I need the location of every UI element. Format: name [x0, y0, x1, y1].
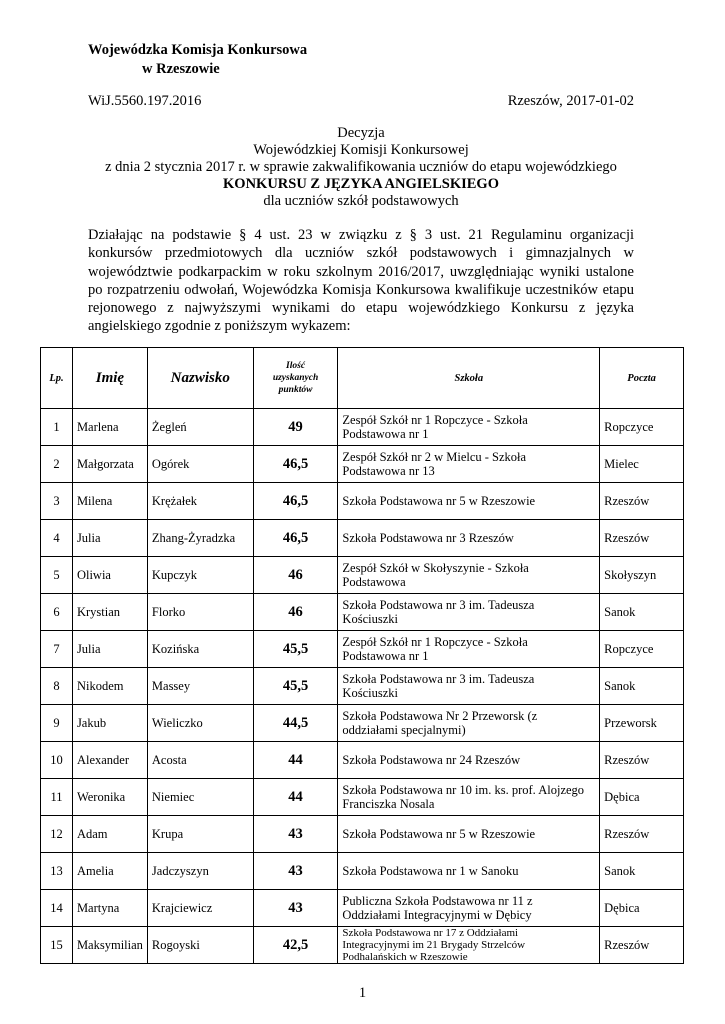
- row-first-name: Alexander: [72, 742, 147, 779]
- row-school-line-2: Podstawowa: [342, 575, 406, 589]
- row-post: Sanok: [600, 668, 684, 705]
- row-first-name: Maksymilian: [72, 927, 147, 964]
- row-first-name: Julia: [72, 520, 147, 557]
- row-first-name: Amelia: [72, 853, 147, 890]
- row-post: Rzeszów: [600, 742, 684, 779]
- table-row: [41, 853, 684, 890]
- row-school: [338, 890, 600, 927]
- row-lp: 6: [41, 594, 73, 631]
- row-first-name: Krystian: [72, 594, 147, 631]
- row-points: 46,5: [253, 483, 338, 520]
- row-last-name: Jadczyszyn: [147, 853, 253, 890]
- row-lp: 3: [41, 483, 73, 520]
- row-school-line-1: Zespół Szkół nr 1 Ropczyce - Szkoła: [342, 413, 528, 427]
- page-number: 1: [358, 985, 367, 1001]
- table-row: [41, 816, 684, 853]
- row-last-name: Acosta: [147, 742, 253, 779]
- issuing-authority: [88, 41, 307, 79]
- row-post: Dębica: [600, 779, 684, 816]
- row-school: [338, 520, 600, 557]
- row-first-name: Adam: [72, 816, 147, 853]
- header-first-name: Imię: [72, 348, 147, 409]
- row-first-name: Małgorzata: [72, 446, 147, 483]
- row-school-line-1: Szkoła Podstawowa nr 1 w Sanoku: [342, 864, 519, 878]
- row-last-name: Massey: [147, 668, 253, 705]
- title-line-4: KONKURSU Z JĘZYKA ANGIELSKIEGO: [223, 176, 499, 192]
- row-school: [338, 446, 600, 483]
- row-school-line-1: Szkoła Podstawowa nr 3 Rzeszów: [342, 531, 514, 545]
- row-last-name: Wieliczko: [147, 705, 253, 742]
- row-school: [338, 927, 600, 964]
- row-school: [338, 631, 600, 668]
- table-row: [41, 779, 684, 816]
- authority-city: w Rzeszowie: [142, 61, 220, 77]
- row-school-line-3: Podhalańskich w Rzeszowie: [342, 951, 468, 963]
- row-post: Sanok: [600, 853, 684, 890]
- row-last-name: Zhang-Żyradzka: [147, 520, 253, 557]
- row-post: Ropczyce: [600, 631, 684, 668]
- row-first-name: Jakub: [72, 705, 147, 742]
- row-school: [338, 816, 600, 853]
- row-school-line-1: Szkoła Podstawowa nr 3 im. Tadeusza: [342, 672, 535, 686]
- row-post: Sanok: [600, 594, 684, 631]
- row-lp: 13: [41, 853, 73, 890]
- row-points: 49: [253, 409, 338, 446]
- row-lp: 14: [41, 890, 73, 927]
- row-first-name: Milena: [72, 483, 147, 520]
- table-body: [41, 409, 684, 964]
- row-first-name: Marlena: [72, 409, 147, 446]
- row-school: [338, 779, 600, 816]
- row-last-name: Rogoyski: [147, 927, 253, 964]
- header-last-name: Nazwisko: [147, 348, 253, 409]
- row-lp: 8: [41, 668, 73, 705]
- row-points: 46,5: [253, 446, 338, 483]
- row-points: 45,5: [253, 668, 338, 705]
- header-post: Poczta: [600, 348, 684, 409]
- row-points: 44: [253, 779, 338, 816]
- row-post: Rzeszów: [600, 816, 684, 853]
- row-lp: 1: [41, 409, 73, 446]
- row-school-line-1: Szkoła Podstawowa nr 17 z Oddziałami: [342, 927, 519, 939]
- row-school-line-1: Szkoła Podstawowa nr 10 im. ks. prof. Alojzego: [342, 783, 585, 797]
- row-school-line-2: oddziałami specjalnymi): [342, 723, 466, 737]
- row-points: 42,5: [253, 927, 338, 964]
- header-points-line-3: punktów: [278, 385, 313, 395]
- row-school-line-1: Szkoła Podstawowa nr 5 w Rzeszowie: [342, 494, 536, 508]
- table-row: [41, 927, 684, 964]
- decision-title: [88, 125, 634, 210]
- table-row: [41, 520, 684, 557]
- table-row: [41, 446, 684, 483]
- row-school-line-2: Podstawowa nr 1: [342, 649, 429, 663]
- table-row: [41, 409, 684, 446]
- decision-paragraph: Działając na podstawie § 4 ust. 23 w związku z § 3 ust. 21 Regulaminu organizacji konkursów przedmiotowych dla uczniów szkół podstawowych i gimnazjalnych w województwie podkarpackim w roku szkolnym 2016/2017, uwzględniając wyniki ustalone po rozpatrzeniu odwołań, Wojewódzka Komisja Konkursowa kwalifikuje uczestników etapu rejonowego z najwyższymi wynikami do etapu wojewódzkiego Konkursu z języka angielskiego zgodnie z poniższym wykazem:: [88, 227, 634, 335]
- header-lp: Lp.: [41, 348, 73, 409]
- results-table: [40, 347, 684, 964]
- row-post: Dębica: [600, 890, 684, 927]
- row-school-line-1: Szkoła Podstawowa nr 3 im. Tadeusza: [342, 598, 535, 612]
- row-first-name: Weronika: [72, 779, 147, 816]
- row-school: [338, 483, 600, 520]
- header-points: [253, 348, 338, 409]
- row-school-line-2: Integracyjnymi im 21 Brygady Strzelców: [342, 939, 526, 951]
- row-post: Rzeszów: [600, 520, 684, 557]
- row-school-line-1: Zespół Szkół nr 2 w Mielcu - Szkoła: [342, 450, 527, 464]
- row-school: [338, 668, 600, 705]
- row-school-line-1: Szkoła Podstawowa nr 24 Rzeszów: [342, 753, 521, 767]
- reference-number: WiJ.5560.197.2016: [88, 93, 202, 109]
- row-points: 43: [253, 816, 338, 853]
- table-row: [41, 631, 684, 668]
- row-school: [338, 742, 600, 779]
- row-lp: 9: [41, 705, 73, 742]
- row-school-line-2: Kościuszki: [342, 612, 398, 626]
- row-last-name: Kozińska: [147, 631, 253, 668]
- title-line-3: z dnia 2 stycznia 2017 r. w sprawie zakwalifikowania uczniów do etapu wojewódzkiego: [105, 159, 617, 175]
- row-points: 43: [253, 853, 338, 890]
- table-header-row: [41, 348, 684, 409]
- row-school-line-2: Kościuszki: [342, 686, 398, 700]
- row-school: [338, 557, 600, 594]
- row-lp: 15: [41, 927, 73, 964]
- row-first-name: Oliwia: [72, 557, 147, 594]
- row-lp: 5: [41, 557, 73, 594]
- row-lp: 2: [41, 446, 73, 483]
- row-school: [338, 705, 600, 742]
- row-lp: 11: [41, 779, 73, 816]
- row-school-line-1: Szkoła Podstawowa nr 5 w Rzeszowie: [342, 827, 536, 841]
- title-line-1: Decyzja: [337, 125, 385, 141]
- row-school-line-1: Publiczna Szkoła Podstawowa nr 11 z: [342, 894, 533, 908]
- row-post: Mielec: [600, 446, 684, 483]
- table-row: [41, 742, 684, 779]
- row-lp: 12: [41, 816, 73, 853]
- row-points: 44,5: [253, 705, 338, 742]
- row-first-name: Nikodem: [72, 668, 147, 705]
- header-points-line-2: uzyskanych: [272, 373, 319, 383]
- row-last-name: Florko: [147, 594, 253, 631]
- row-school: [338, 594, 600, 631]
- row-first-name: Julia: [72, 631, 147, 668]
- row-post: Skołyszyn: [600, 557, 684, 594]
- row-school-line-2: Oddziałami Integracyjnymi w Dębicy: [342, 908, 532, 922]
- row-last-name: Żegleń: [147, 409, 253, 446]
- row-first-name: Martyna: [72, 890, 147, 927]
- table-row: [41, 557, 684, 594]
- table-row: [41, 594, 684, 631]
- authority-name: Wojewódzka Komisja Konkursowa: [88, 42, 308, 58]
- row-points: 46,5: [253, 520, 338, 557]
- row-points: 43: [253, 890, 338, 927]
- row-school-line-1: Zespół Szkół w Skołyszynie - Szkoła: [342, 561, 529, 575]
- row-school-line-2: Franciszka Nosala: [342, 797, 435, 811]
- row-lp: 10: [41, 742, 73, 779]
- row-post: Przeworsk: [600, 705, 684, 742]
- row-post: Rzeszów: [600, 927, 684, 964]
- row-points: 45,5: [253, 631, 338, 668]
- row-lp: 7: [41, 631, 73, 668]
- row-lp: 4: [41, 520, 73, 557]
- row-school: [338, 409, 600, 446]
- row-school-line-1: Szkoła Podstawowa Nr 2 Przeworsk (z: [342, 709, 538, 723]
- table-row: [41, 483, 684, 520]
- row-last-name: Krupa: [147, 816, 253, 853]
- table-row: [41, 668, 684, 705]
- table-row: [41, 890, 684, 927]
- row-post: Ropczyce: [600, 409, 684, 446]
- row-school-line-1: Zespół Szkół nr 1 Ropczyce - Szkoła: [342, 635, 528, 649]
- row-last-name: Ogórek: [147, 446, 253, 483]
- row-school-line-2: Podstawowa nr 13: [342, 464, 435, 478]
- header-school: Szkoła: [338, 348, 600, 409]
- table-row: [41, 705, 684, 742]
- row-post: Rzeszów: [600, 483, 684, 520]
- row-points: 44: [253, 742, 338, 779]
- row-last-name: Niemiec: [147, 779, 253, 816]
- row-last-name: Krężałek: [147, 483, 253, 520]
- row-points: 46: [253, 557, 338, 594]
- title-line-2: Wojewódzkiej Komisji Konkursowej: [253, 142, 469, 158]
- row-last-name: Krajciewicz: [147, 890, 253, 927]
- header-points-line-1: Ilość: [286, 361, 306, 371]
- row-school: [338, 853, 600, 890]
- place-date: Rzeszów, 2017-01-02: [507, 93, 634, 109]
- row-points: 46: [253, 594, 338, 631]
- row-last-name: Kupczyk: [147, 557, 253, 594]
- row-school-line-2: Podstawowa nr 1: [342, 427, 429, 441]
- title-line-5: dla uczniów szkół podstawowych: [263, 193, 459, 209]
